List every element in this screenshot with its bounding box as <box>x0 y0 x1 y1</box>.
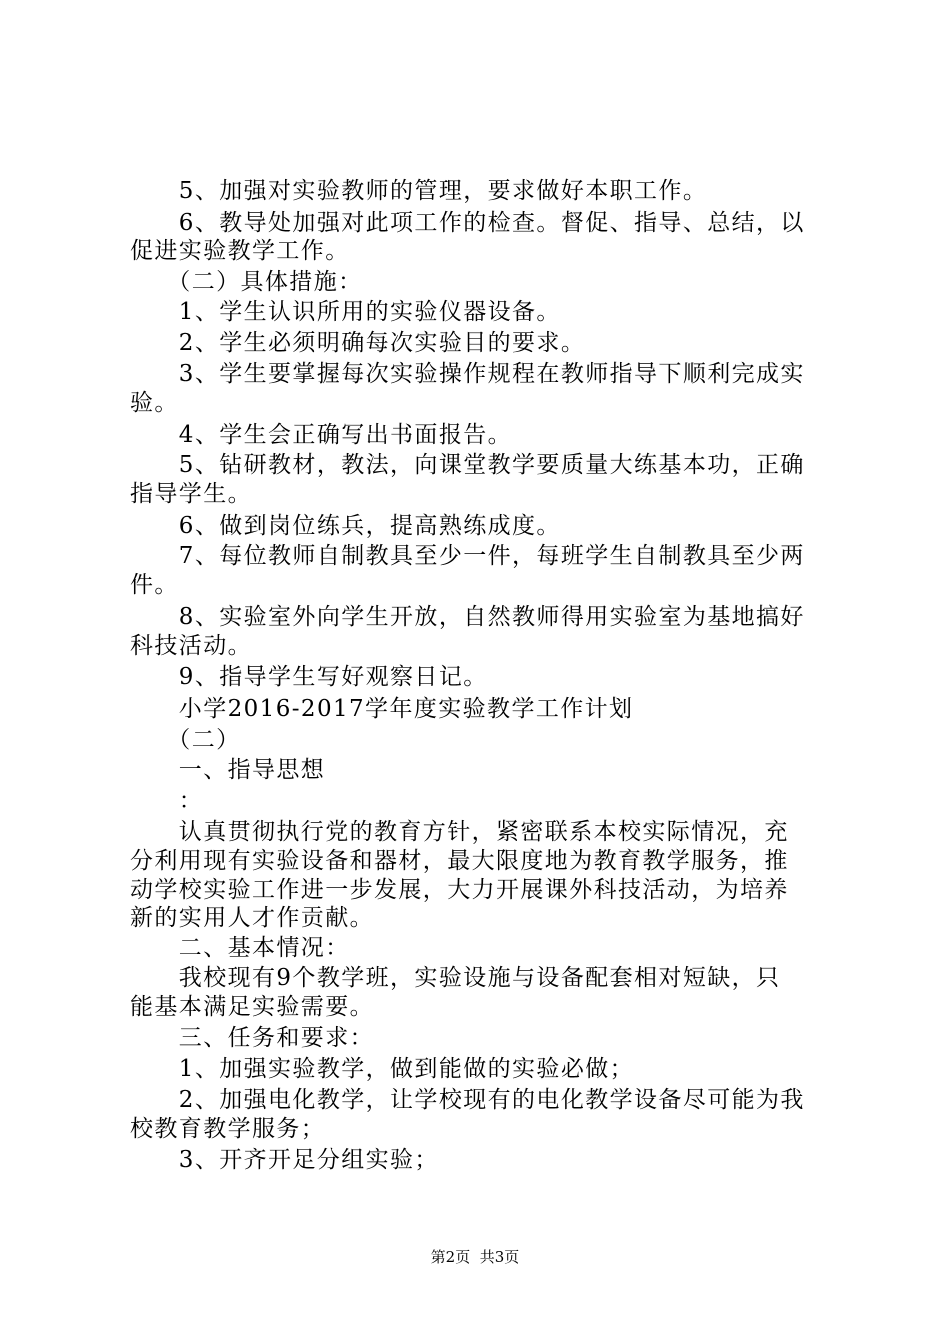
body-line: 三、任务和要求： <box>130 1025 374 1051</box>
page-number: 第2页 <box>430 1248 471 1266</box>
body-line: 指导学生。 <box>130 481 252 507</box>
body-line: 8、实验室外向学生开放，自然教师得用实验室为基地搞好 <box>130 604 805 630</box>
body-line: 件。 <box>130 572 179 598</box>
body-line: 小学2016-2017学年度实验教学工作计划 <box>130 696 634 722</box>
body-line: 7、每位教师自制教具至少一件，每班学生自制教具至少两 <box>130 543 805 569</box>
body-line: （二）具体措施： <box>130 269 363 295</box>
body-line: 1、加强实验教学，做到能做的实验必做； <box>130 1056 635 1082</box>
body-line: （二） <box>130 727 241 753</box>
body-line: 3、学生要掌握每次实验操作规程在教师指导下顺利完成实 <box>130 361 805 387</box>
footer-gap <box>470 1248 480 1266</box>
body-line: 科技活动。 <box>130 633 252 659</box>
body-line: 动学校实验工作进一步发展，大力开展课外科技活动，为培养 <box>130 877 789 903</box>
body-line: 校教育教学服务； <box>130 1116 326 1142</box>
body-line: 6、做到岗位练兵，提高熟练成度。 <box>130 513 561 539</box>
body-line: 验。 <box>130 390 179 416</box>
body-line: ： <box>130 788 204 814</box>
body-line: 二、基本情况： <box>130 935 350 961</box>
body-line: 6、教导处加强对此项工作的检查。督促、指导、总结，以 <box>130 210 805 236</box>
page-total: 共3页 <box>479 1248 520 1266</box>
body-line: 1、学生认识所用的实验仪器设备。 <box>130 299 561 325</box>
body-line: 我校现有9个教学班，实验设施与设备配套相对短缺，只 <box>130 965 781 991</box>
page-footer <box>0 1247 950 1267</box>
body-line: 促进实验教学工作。 <box>130 238 350 264</box>
body-line: 9、指导学生写好观察日记。 <box>130 664 488 690</box>
body-line: 一、指导思想 <box>130 757 326 783</box>
body-line: 能基本满足实验需要。 <box>130 994 374 1020</box>
body-line: 5、加强对实验教师的管理，要求做好本职工作。 <box>130 178 708 204</box>
body-line: 分利用现有实验设备和器材，最大限度地为教育教学服务，推 <box>130 848 789 874</box>
body-line: 2、加强电化教学，让学校现有的电化教学设备尽可能为我 <box>130 1087 805 1113</box>
body-line: 5、钻研教材，教法，向课堂教学要质量大练基本功，正确 <box>130 452 805 478</box>
body-line: 认真贯彻执行党的教育方针，紧密联系本校实际情况，充 <box>130 819 789 845</box>
body-line: 3、开齐开足分组实验； <box>130 1147 439 1173</box>
body-line: 2、学生必须明确每次实验目的要求。 <box>130 330 586 356</box>
body-line: 4、学生会正确写出书面报告。 <box>130 422 513 448</box>
body-line: 新的实用人才作贡献。 <box>130 905 374 931</box>
